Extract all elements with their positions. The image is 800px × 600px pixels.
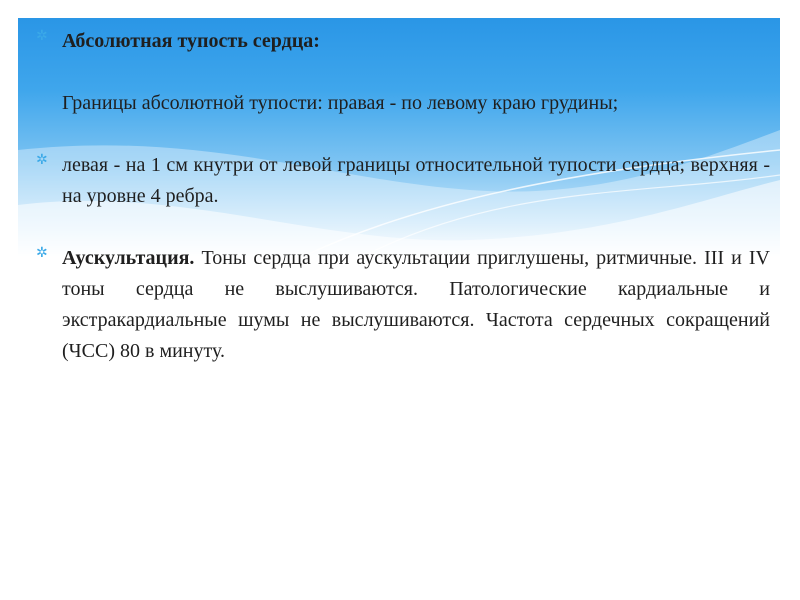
list-item-borders bbox=[36, 88, 770, 119]
heading-text: Абсолютная тупость сердца: bbox=[62, 30, 320, 52]
list-item-absolute-dullness bbox=[36, 26, 770, 57]
list-item-left-border bbox=[36, 150, 770, 212]
paragraph-text: левая - на 1 см кнутри от левой границы относительной тупости сердца; верхняя - на уровне 4 ребра. bbox=[62, 154, 770, 207]
list-item-auscultation bbox=[36, 243, 770, 367]
paragraph-text: Тоны сердца при аускультации приглушены, ритмичные. III и IV тоны сердца не выслушиваются. Патологические кардиальные и экстракардиальные шумы не выслушиваются. Частота сердечных сокращений (ЧСС) 80 в минуту. bbox=[62, 247, 770, 362]
bullet-icon: ✲ bbox=[36, 152, 48, 168]
bullet-icon: ✲ bbox=[36, 245, 48, 261]
bullet-icon: ✲ bbox=[36, 28, 48, 44]
paragraph-text: Границы абсолютной тупости: правая - по левому краю грудины; bbox=[62, 92, 619, 114]
auscultation-heading: Аускультация. bbox=[62, 247, 195, 269]
slide-text-body bbox=[36, 26, 770, 367]
